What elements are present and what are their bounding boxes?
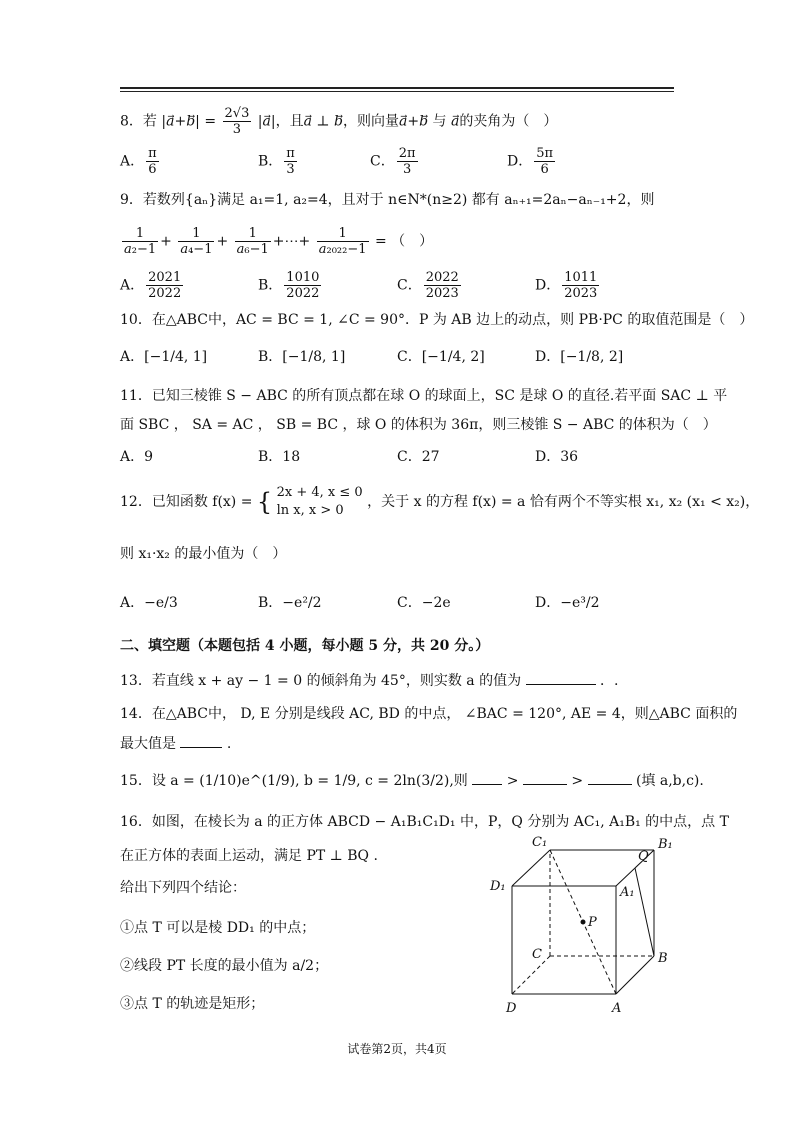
edge-D1-C1 [512,850,550,886]
q8-option-a[interactable]: A． $\frac{\pi}{6}$ [120,146,157,177]
q9-option-b[interactable]: B． $\frac{1010}{2022}$ [258,270,320,301]
q11-option-a[interactable]: A．9 [120,449,154,465]
question-12-line2: 则 x₁·x₂ 的最小值为（ ） [120,546,287,562]
q12-option-b[interactable]: B．−e²/2 [258,595,322,611]
q12-option-c[interactable]: C．−2e [397,595,451,611]
question-11-line2: 面 SBC ， SA = AC ， SB = BC ，球 O 的体积为 36π，则三棱锥 S − ABC 的体积为（ ） [120,417,717,433]
label-D1: D₁ [490,879,506,894]
label-A1: A₁ [620,885,635,900]
label-B: B [658,951,668,966]
q16-conclusion-2: ②线段 PT 长度的最小值为 a/2； [120,958,329,974]
question-16-line1: 16．如图，在棱长为 a 的正方体 ABCD − A₁B₁C₁D₁ 中，P，Q 分别为 AC₁, A₁B₁ 的中点，点 T [120,814,729,830]
q10-option-a[interactable]: A．[−1/4, 1] [120,349,208,365]
q14-answer-blank[interactable] [180,733,222,748]
q9-option-d[interactable]: D． $\frac{1011}{2023}$ [535,270,598,301]
question-16-line2: 在正方体的表面上运动，满足 PT ⊥ BQ . [120,848,378,864]
question-14-line2: 最大值是 . [120,733,231,754]
q15-blank-3[interactable] [588,770,632,785]
section-2-heading: 二、填空题（本题包括 4 小题，每小题 5 分，共 20 分。） [120,638,490,654]
question-14-line1: 14．在△ABC中， D, E 分别是线段 AC, BD 的中点， ∠BAC = 120°, AE = 4，则△ABC 面积的 [120,706,738,722]
page-footer: 试卷第2页，共4页 [347,1042,447,1056]
q9-option-a[interactable]: A． $\frac{2021}{2022}$ [120,270,182,301]
question-8-stem: 8．若 |a⃗+b⃗| = $\frac{2√3}{3}$ |a⃗|，且a⃗ ⊥ b，则向量a⃗+b⃗ 与 a的夹角为（ ） [120,106,558,137]
q11-option-b[interactable]: B．18 [258,449,301,465]
q8-option-d[interactable]: D． $\frac{5\pi}{6}$ [507,146,554,177]
label-C1: C₁ [532,835,548,850]
question-11-line1: 11．已知三棱锥 S − ABC 的所有顶点都在球 O 的球面上，SC 是球 O 的直径.若平面 SAC ⊥ 平 [120,388,728,404]
q12-option-a[interactable]: A．−e/3 [120,595,178,611]
q10-option-b[interactable]: B．[−1/8, 1] [258,349,346,365]
question-10-stem: 10．在△ABC中，AC = BC = 1, ∠C = 90°．P 为 AB 边上的动点，则 PB·PC 的取值范围是（ ） [120,312,754,328]
q11-option-c[interactable]: C．27 [397,449,440,465]
segment-Q-B [635,868,654,956]
question-13: 13．若直线 x + ay − 1 = 0 的倾斜角为 45°，则实数 a 的值为 ．. [120,670,618,691]
question-15: 15．设 a = (1/10)e^(1/9), b = 1/9, c = 2ln(3/2),则 > > (填 a,b,c). [120,770,704,791]
q15-blank-1[interactable] [472,770,502,785]
point-P [581,920,586,925]
label-C: C [532,947,542,962]
label-D: D [506,1001,517,1016]
q10-option-d[interactable]: D．[−1/8, 2] [535,349,624,365]
question-12-stem: 12．已知函数 f(x) = { 2x + 4, x ≤ 0 ln x, x > 0 ，关于 x 的方程 f(x) = a 恰有两个不等实根 x₁, x₂ (x₁ < x₂)， [120,485,760,518]
question-9-expression: $\frac{1}{\text{a₂−1}}$ + $\frac{1}{\text{a₄−1}}$ + $\frac{1}{\text{a₆−1}}$ +⋯+ $\frac{1}{\text{a₂₀₂₂−1}}$ = （ ） [124,226,434,257]
label-A: A [612,1001,622,1016]
question-16-line3: 给出下列四个结论： [120,880,246,896]
header-rule-thick [120,87,674,89]
label-P: P [588,915,597,930]
edge-A-B [616,956,654,994]
edge-C-D [512,956,550,994]
q8-option-c[interactable]: C． $\frac{2\pi}{3}$ [370,146,416,177]
label-B1: B₁ [658,837,673,852]
q15-blank-2[interactable] [523,770,567,785]
q8-option-b[interactable]: B． $\frac{\pi}{3}$ [258,146,295,177]
q16-conclusion-1: ①点 T 可以是棱 DD₁ 的中点； [120,920,316,936]
q13-answer-blank[interactable] [526,670,596,685]
cube-figure [480,830,690,1020]
header-rule-thin [120,91,674,92]
question-9-stem: 9．若数列{aₙ}满足 a₁=1, a₂=4，且对于 n∈N*(n≥2) 都有 aₙ₊₁=2aₙ−aₙ₋₁+2，则 [120,192,655,208]
q10-option-c[interactable]: C．[−1/4, 2] [397,349,485,365]
q12-option-d[interactable]: D．−e³/2 [535,595,600,611]
q11-option-d[interactable]: D．36 [535,449,579,465]
q16-conclusion-3: ③点 T 的轨迹是矩形； [120,996,265,1012]
q9-option-c[interactable]: C． $\frac{2022}{2023}$ [397,270,459,301]
label-Q: Q [638,849,649,864]
